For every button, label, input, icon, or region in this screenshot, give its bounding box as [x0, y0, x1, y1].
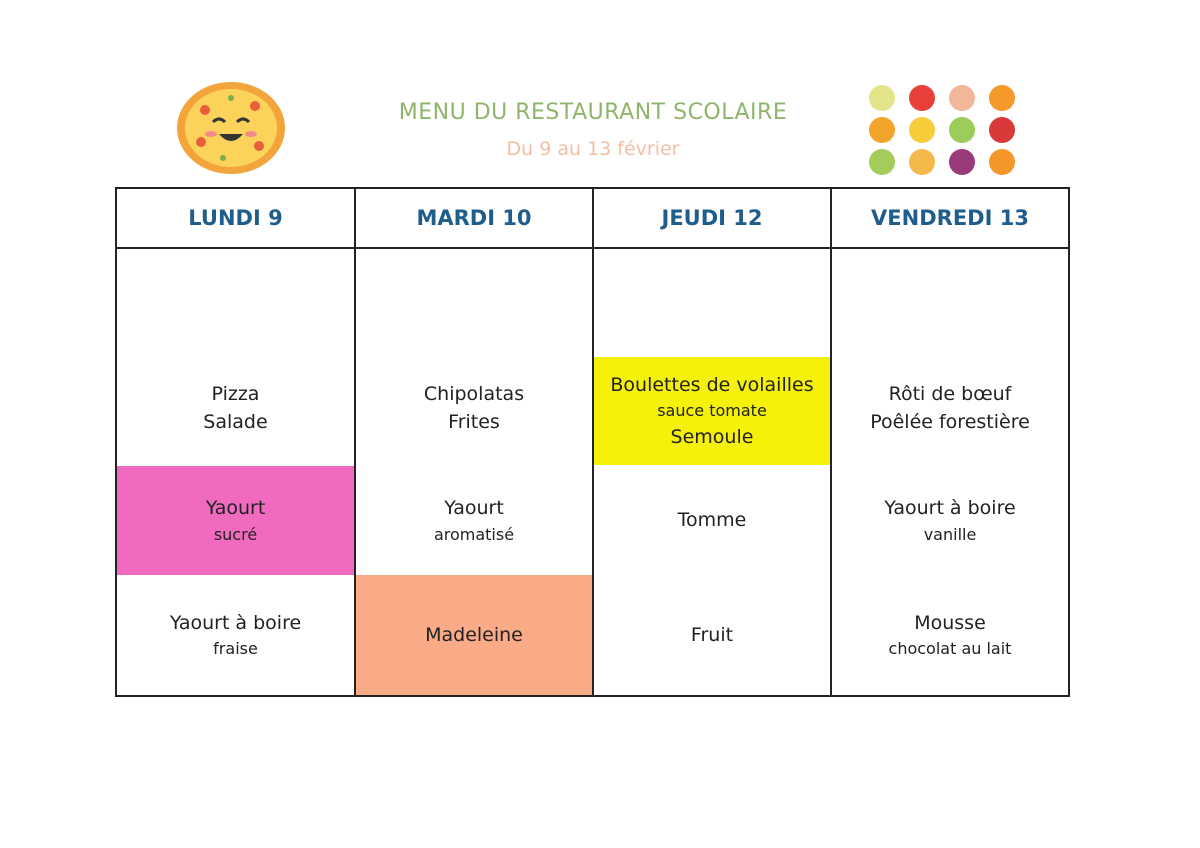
main-dish: Rôti de bœuf	[888, 382, 1012, 405]
dairy-detail: sucré	[213, 524, 258, 544]
dessert-detail: chocolat au lait	[888, 639, 1012, 659]
side-dish: Semoule	[670, 426, 754, 448]
dessert-detail: fraise	[213, 639, 258, 659]
dessert-item: Madeleine	[425, 623, 523, 646]
main-dish-cell	[832, 349, 1068, 467]
main-dish: Chipolatas	[423, 382, 525, 405]
main-dish: Pizza	[211, 382, 260, 405]
dairy-cell	[594, 466, 830, 575]
dairy-item: Yaourt	[444, 497, 504, 520]
dairy-item: Tomme	[677, 509, 747, 532]
dairy-item: Yaourt à boire	[884, 497, 1016, 520]
dessert-cell	[356, 575, 592, 695]
dairy-detail: aromatisé	[433, 524, 515, 544]
dairy-cell	[356, 466, 592, 575]
main-dish-detail: sauce tomate	[657, 401, 767, 420]
side-dish: Poêlée forestière	[870, 411, 1030, 433]
main-dish-cell	[117, 349, 354, 467]
main-dish-cell	[356, 349, 592, 467]
day-column-lundi	[117, 189, 356, 695]
page-subtitle: Du 9 au 13 février	[506, 138, 680, 160]
dessert-item: Mousse	[914, 611, 986, 634]
dessert-cell	[117, 575, 354, 695]
main-dish: Boulettes de volailles	[610, 373, 814, 396]
dessert-item: Fruit	[690, 623, 734, 646]
page-title: MENU DU RESTAURANT SCOLAIRE	[398, 100, 788, 125]
day-header: JEUDI 12	[594, 189, 830, 249]
menu-table	[115, 187, 1070, 697]
day-column-vendredi	[832, 189, 1068, 695]
side-dish: Salade	[203, 411, 268, 433]
side-dish: Frites	[448, 411, 500, 433]
pizza-icon	[175, 80, 287, 176]
dairy-detail: vanille	[923, 524, 977, 544]
dairy-cell	[832, 466, 1068, 575]
dessert-cell	[832, 575, 1068, 695]
day-header: VENDREDI 13	[832, 189, 1068, 249]
day-column-jeudi	[594, 189, 832, 695]
dairy-item: Yaourt	[205, 497, 266, 520]
day-header: MARDI 10	[356, 189, 592, 249]
day-header: LUNDI 9	[117, 189, 354, 249]
main-dish-cell	[594, 357, 830, 465]
dessert-item: Yaourt à boire	[169, 611, 302, 634]
fruits-icon	[862, 82, 1022, 178]
dairy-cell	[117, 466, 354, 575]
day-column-mardi	[356, 189, 594, 695]
dessert-cell	[594, 575, 830, 695]
